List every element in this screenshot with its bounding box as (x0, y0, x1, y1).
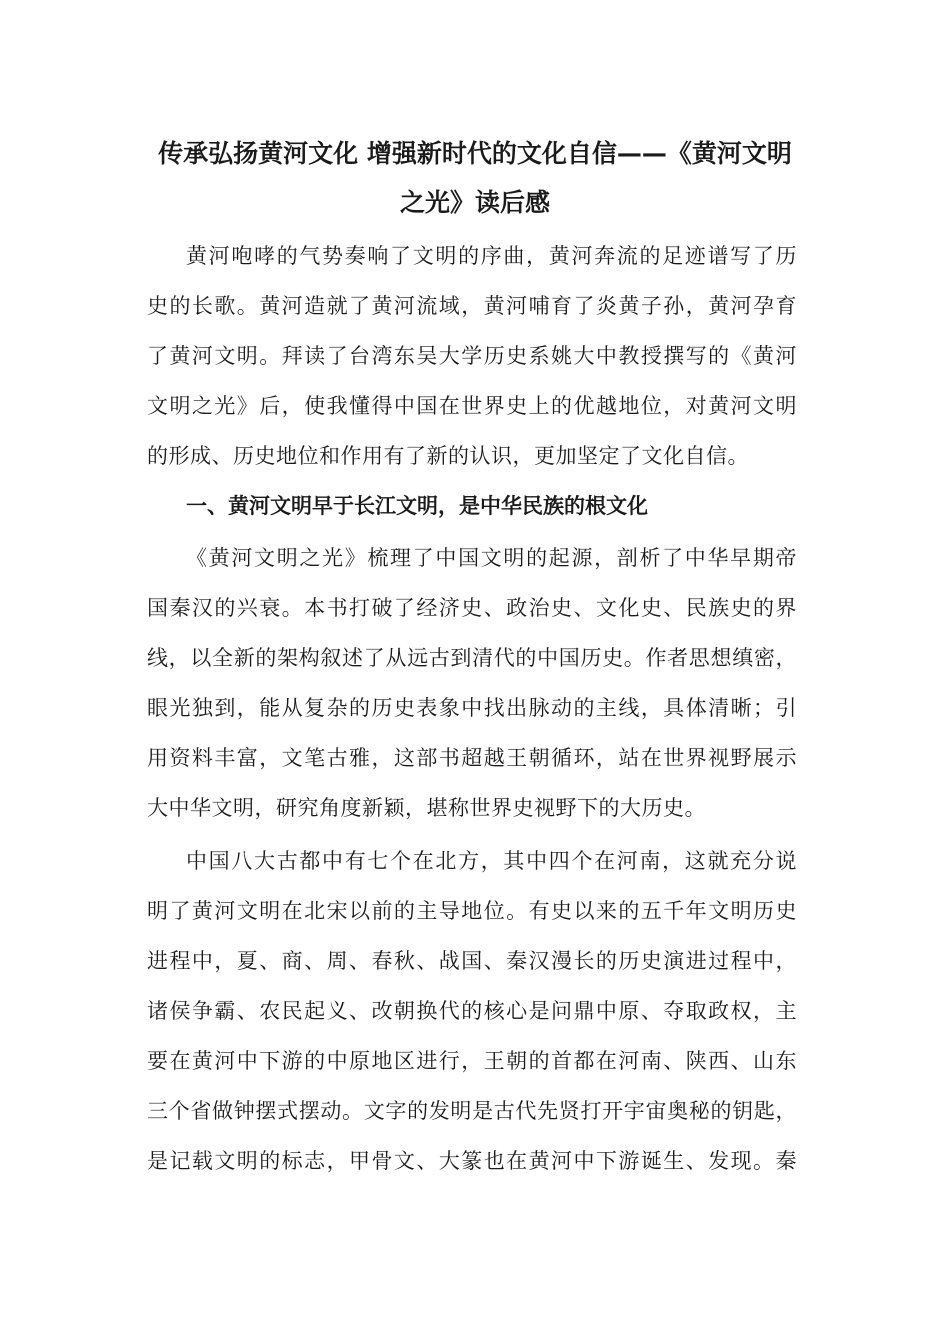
paragraph-3-line: 明了黄河文明在北宋以前的主导地位。有史以来的五千年文明历史 (147, 899, 797, 923)
paragraph-2-line: 大中华文明，研究角度新颖，堪称世界史视野下的大历史。 (147, 796, 706, 820)
paragraph-3-line: 是记载文明的标志，甲骨文、大篆也在黄河中下游诞生、发现。秦 (147, 1149, 797, 1173)
document-title-line-2: 之光》读后感 (399, 188, 550, 217)
paragraph-3-line: 三个省做钟摆式摆动。文字的发明是古代先贤打开宇宙奥秘的钥匙， (147, 1099, 797, 1123)
paragraph-3-line: 进程中，夏、商、周、春秋、战国、秦汉漫长的历史演进过程中， (147, 949, 797, 973)
paragraph-2-line: 国秦汉的兴衰。本书打破了经济史、政治史、文化史、民族史的界 (147, 596, 797, 620)
paragraph-2-line: 眼光独到，能从复杂的历史表象中找出脉动的主线，具体清晰；引 (147, 696, 797, 720)
paragraph-1-line: 史的长歌。黄河造就了黄河流域，黄河哺育了炎黄子孙，黄河孕育 (147, 294, 797, 318)
section-heading: 一、黄河文明早于长江文明，是中华民族的根文化 (186, 494, 648, 518)
document-title-line-1: 传承弘扬黄河文化 增强新时代的文化自信——《黄河文明 (158, 139, 792, 168)
paragraph-1-line: 黄河咆哮的气势奏响了文明的序曲，黄河奔流的足迹谱写了历 (186, 244, 797, 268)
paragraph-3-line: 中国八大古都中有七个在北方，其中四个在河南，这就充分说 (186, 849, 797, 873)
paragraph-2-line: 线，以全新的架构叙述了从远古到清代的中国历史。作者思想缜密， (147, 646, 797, 670)
paragraph-1-line: 了黄河文明。拜读了台湾东吴大学历史系姚大中教授撰写的《黄河 (147, 344, 797, 368)
paragraph-3-line: 要在黄河中下游的中原地区进行，王朝的首都在河南、陕西、山东 (147, 1049, 797, 1073)
paragraph-3-line: 诸侯争霸、农民起义、改朝换代的核心是问鼎中原、夺取政权，主 (147, 999, 797, 1023)
paragraph-1-line: 文明之光》后，使我懂得中国在世界史上的优越地位，对黄河文明 (147, 394, 797, 418)
paragraph-2-line: 用资料丰富，文笔古雅，这部书超越王朝循环，站在世界视野展示 (147, 746, 797, 770)
paragraph-2-line: 《黄河文明之光》梳理了中国文明的起源，剖析了中华早期帝 (186, 546, 797, 570)
paragraph-1-line: 的形成、历史地位和作用有了新的认识，更加坚定了文化自信。 (147, 444, 749, 468)
